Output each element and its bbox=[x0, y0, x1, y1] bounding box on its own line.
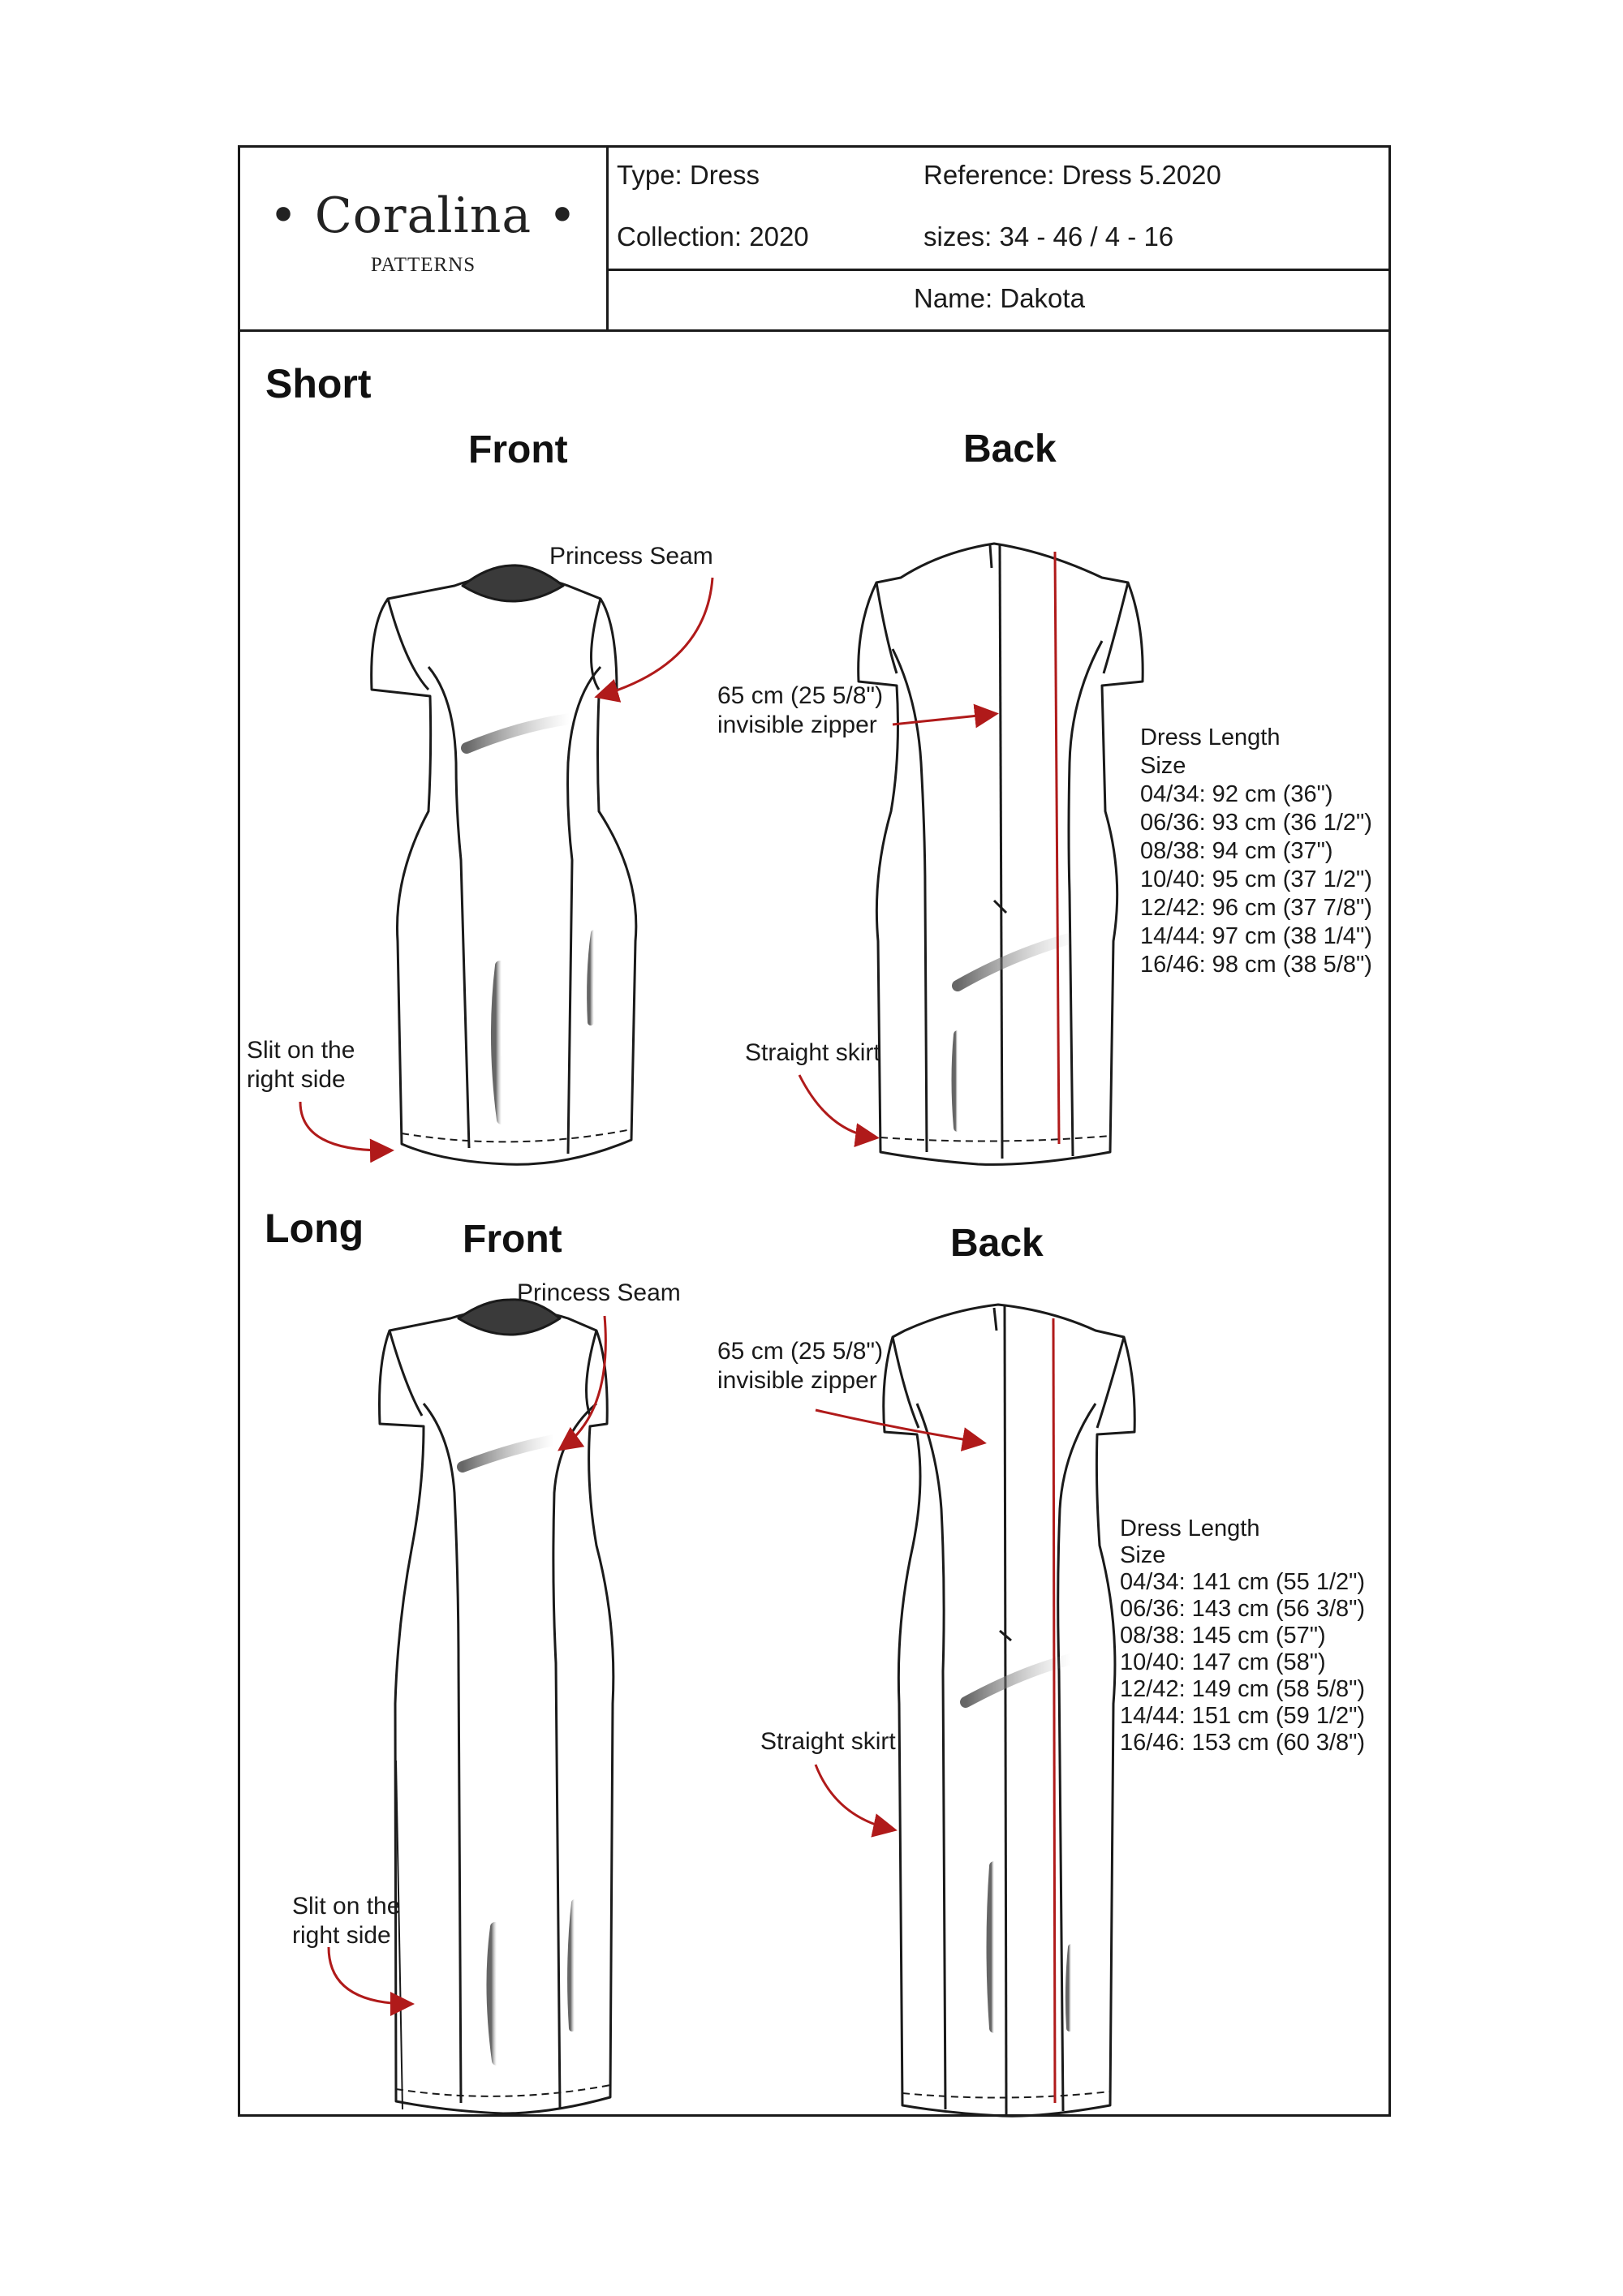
short-length-row: 10/40: 95 cm (37 1/2") bbox=[1140, 866, 1372, 892]
short-length-row: 04/34: 92 cm (36") bbox=[1140, 781, 1333, 807]
long-front-title: Front bbox=[463, 1218, 562, 1261]
name-field: Name: Dakota bbox=[914, 283, 1085, 313]
long-length-table bbox=[1120, 1516, 1365, 1756]
long-length-row: 08/38: 145 cm (57") bbox=[1120, 1623, 1326, 1649]
long-length-row: 10/40: 147 cm (58") bbox=[1120, 1649, 1326, 1675]
sizes-field: sizes: 34 - 46 / 4 - 16 bbox=[923, 221, 1174, 252]
long-zipper-label-2: invisible zipper bbox=[717, 1367, 877, 1394]
short-slit-label-2: right side bbox=[247, 1066, 346, 1093]
long-length-row: 14/44: 151 cm (59 1/2") bbox=[1120, 1703, 1366, 1729]
short-zipper-label-1: 65 cm (25 5/8") bbox=[717, 682, 884, 709]
long-length-row: 12/42: 149 cm (58 5/8") bbox=[1120, 1676, 1366, 1702]
short-length-row: 14/44: 97 cm (38 1/4") bbox=[1140, 923, 1372, 949]
short-length-row: 06/36: 93 cm (36 1/2") bbox=[1140, 810, 1372, 836]
long-straight-skirt-label: Straight skirt bbox=[760, 1728, 896, 1755]
reference-field: Reference: Dress 5.2020 bbox=[923, 160, 1221, 190]
long-front-dress bbox=[380, 1309, 613, 2114]
long-zipper-label-1: 65 cm (25 5/8") bbox=[717, 1338, 884, 1365]
short-front-dress bbox=[372, 575, 636, 1164]
short-back-title: Back bbox=[963, 428, 1057, 471]
short-size-title: Size bbox=[1140, 753, 1186, 779]
short-straight-skirt-label: Straight skirt bbox=[745, 1039, 880, 1066]
long-slit-label-2: right side bbox=[292, 1922, 391, 1949]
long-length-title: Dress Length bbox=[1120, 1516, 1260, 1541]
short-back-dress bbox=[859, 544, 1143, 1164]
short-section-title: Short bbox=[265, 361, 372, 406]
short-slit-label-1: Slit on the bbox=[247, 1037, 355, 1064]
short-length-row: 16/46: 98 cm (38 5/8") bbox=[1140, 952, 1372, 978]
short-front-title: Front bbox=[468, 428, 568, 471]
long-length-row: 04/34: 141 cm (55 1/2") bbox=[1120, 1569, 1366, 1595]
long-back-dress bbox=[884, 1305, 1134, 2116]
long-section-title: Long bbox=[265, 1206, 364, 1251]
short-length-table bbox=[1140, 724, 1372, 979]
long-size-title: Size bbox=[1120, 1542, 1166, 1568]
type-field: Type: Dress bbox=[617, 160, 760, 190]
long-slit-label-1: Slit on the bbox=[292, 1893, 401, 1920]
collection-field: Collection: 2020 bbox=[617, 221, 809, 252]
brand-subtitle: PATTERNS bbox=[370, 254, 476, 276]
short-length-row: 12/42: 96 cm (37 7/8") bbox=[1140, 895, 1372, 921]
short-princess-seam-label: Princess Seam bbox=[549, 543, 713, 570]
short-length-row: 08/38: 94 cm (37") bbox=[1140, 838, 1333, 864]
long-princess-seam-label: Princess Seam bbox=[517, 1279, 681, 1306]
short-zipper-label-2: invisible zipper bbox=[717, 712, 877, 738]
long-length-row: 06/36: 143 cm (56 3/8") bbox=[1120, 1596, 1366, 1622]
long-back-title: Back bbox=[950, 1222, 1044, 1265]
brand-name: • Coralina • bbox=[269, 187, 578, 244]
long-length-row: 16/46: 153 cm (60 3/8") bbox=[1120, 1730, 1366, 1756]
short-length-title: Dress Length bbox=[1140, 724, 1281, 750]
